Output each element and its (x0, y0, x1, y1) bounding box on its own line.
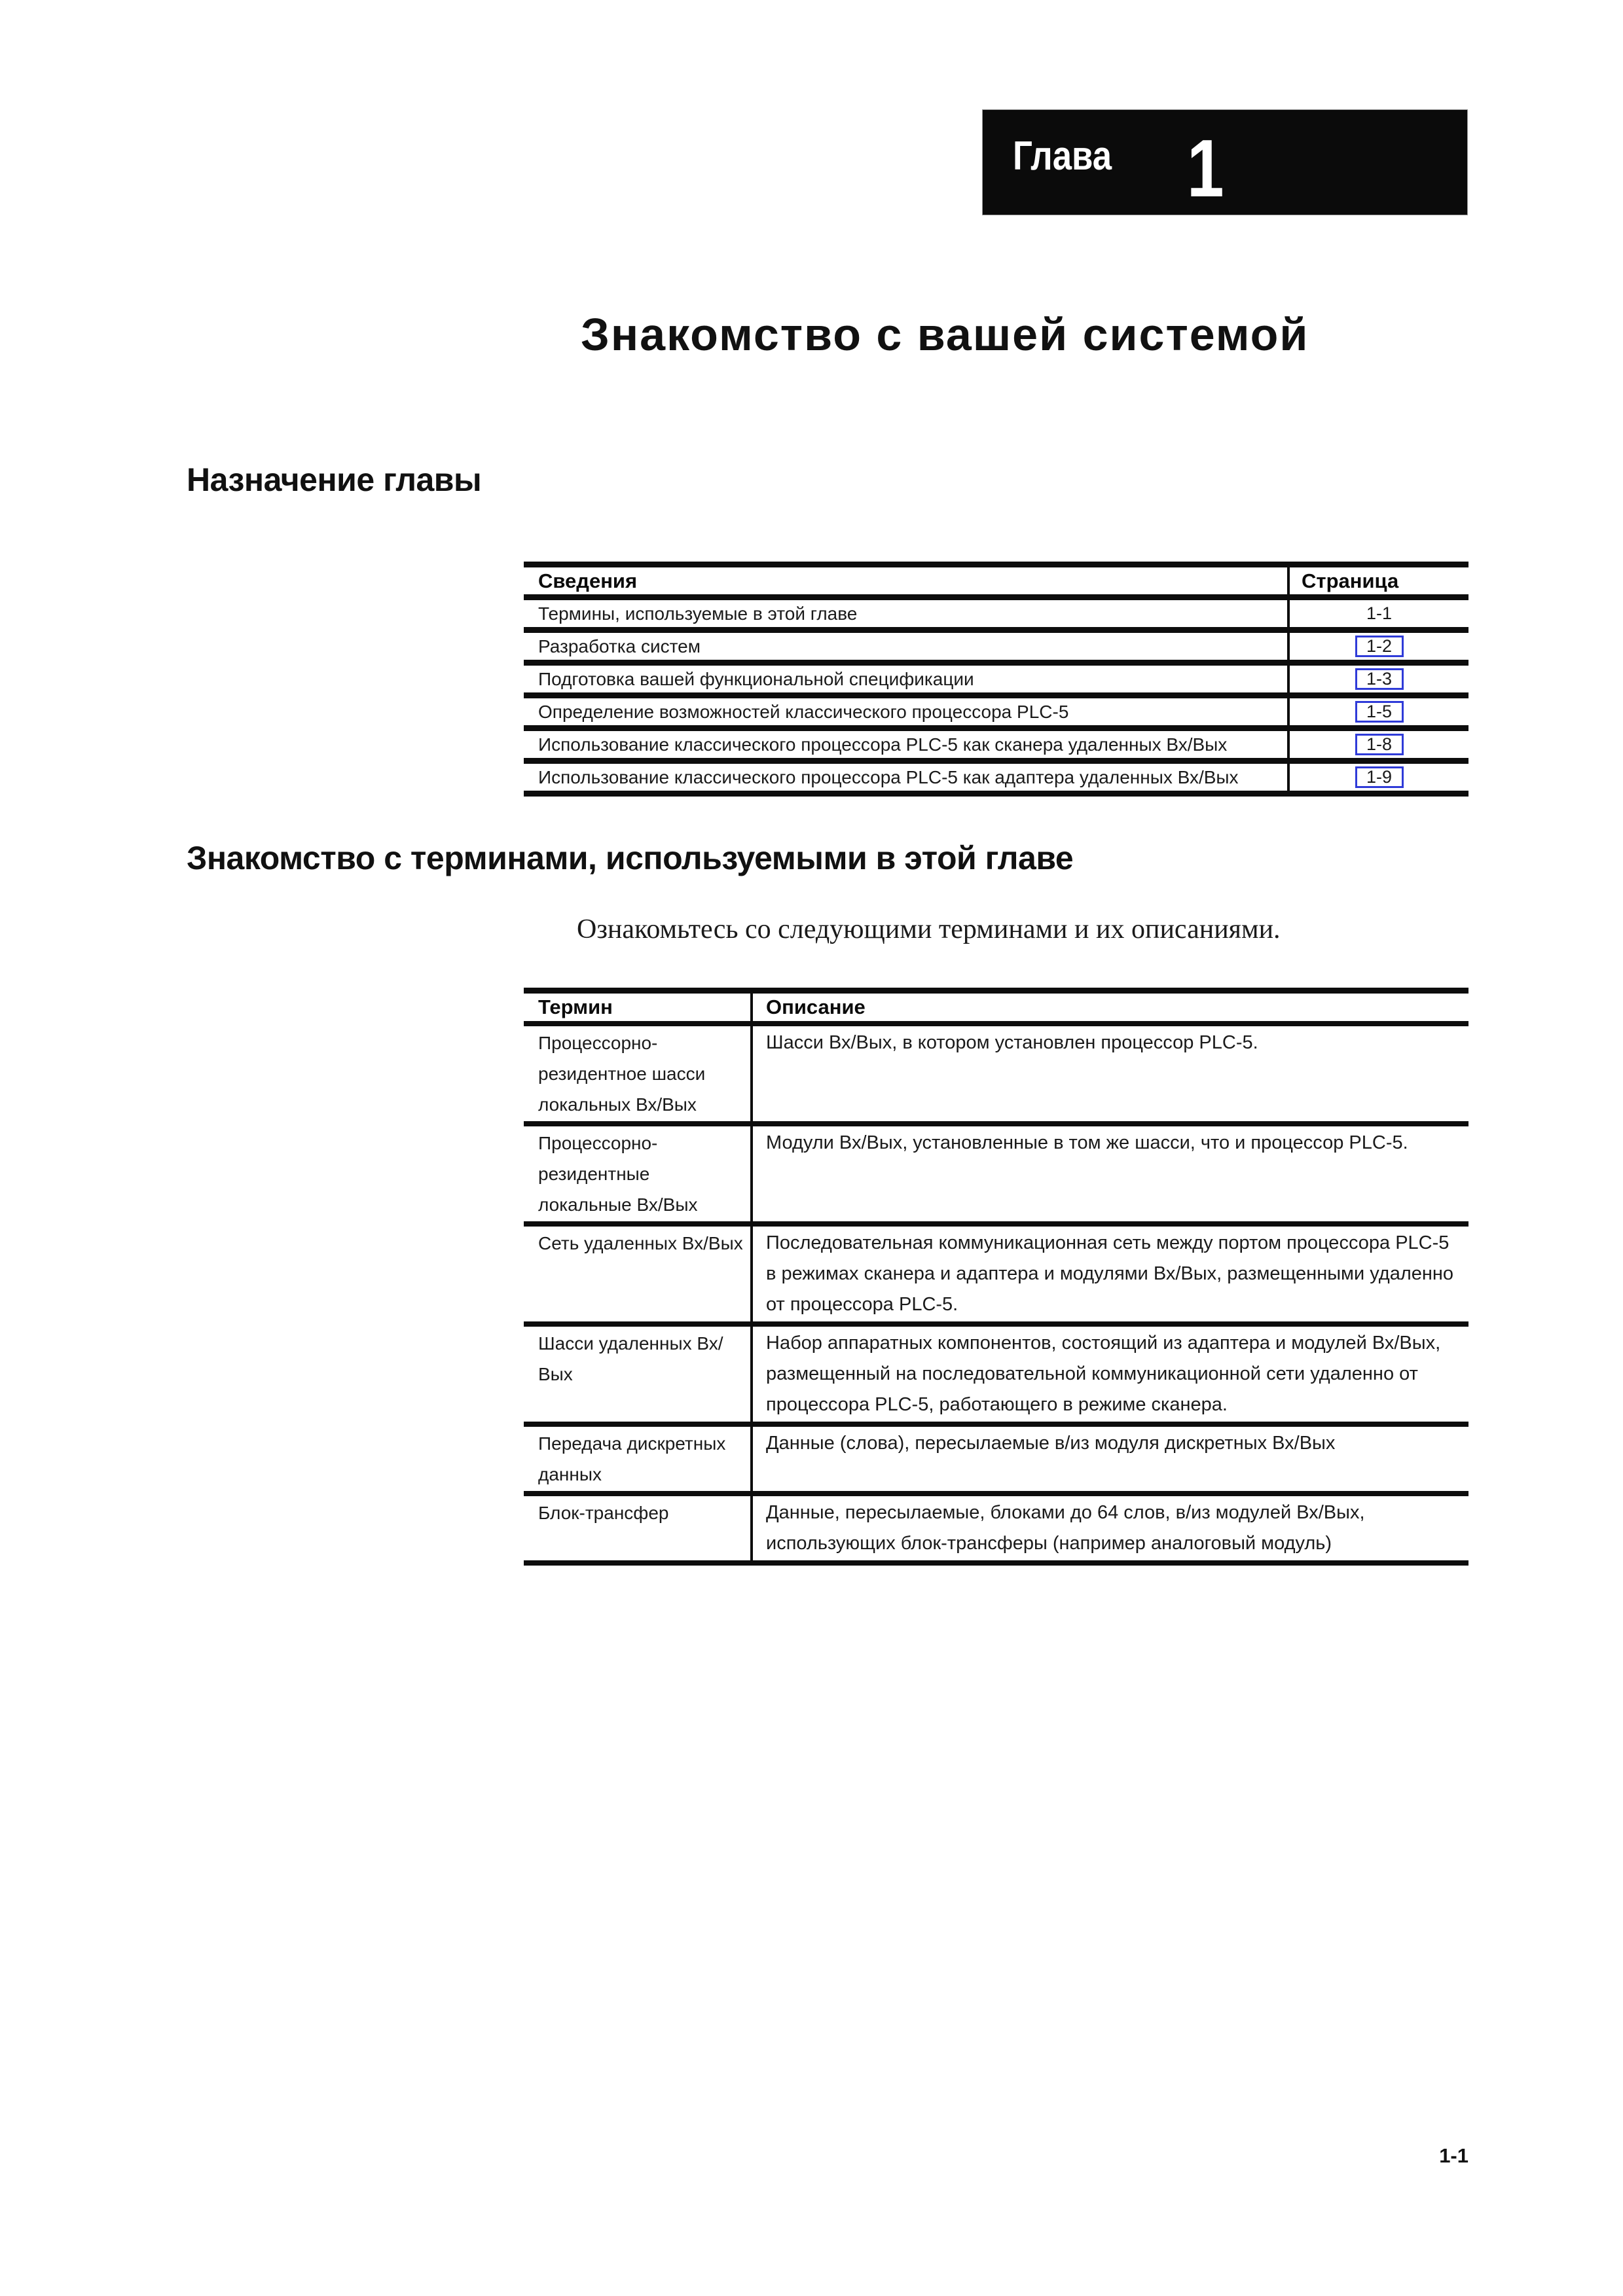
page-link[interactable]: 1-8 (1355, 734, 1404, 755)
section-heading-terms: Знакомство с терминами, используемыми в этой главе (187, 840, 1074, 876)
intro-text: Ознакомьтесь со следующими терминами и их описаниями. (577, 914, 1281, 944)
contents-page-cell (1287, 731, 1468, 758)
contents-topic-cell: Термины, используемые в этой главе (538, 603, 858, 624)
description-cell: Последовательная коммуникационная сеть между портом процессора PLC-5 в режимах сканера и адаптера и модулями Вх/Вых, размещенными удаленно от процессора PLC-5. (750, 1227, 1468, 1321)
terms-row (524, 1496, 1468, 1566)
contents-table-body (524, 600, 1468, 797)
contents-page-cell (1287, 698, 1468, 725)
contents-col-topic: Сведения (538, 569, 638, 592)
description-cell: Модули Вх/Вых, установленные в том же шасси, что и процессор PLC-5. (750, 1126, 1468, 1221)
terms-table-body (524, 1026, 1468, 1566)
contents-page-cell (1287, 633, 1468, 660)
contents-row (524, 698, 1468, 731)
section-heading-purpose: Назначение главы (187, 461, 482, 498)
description-cell: Набор аппаратных компонентов, состоящий из адаптера и модулей Вх/Вых, размещенный на последовательной коммуникационной сети удаленно от процессора PLC-5, работающего в режиме сканера. (750, 1327, 1468, 1422)
page-link[interactable]: 1-9 (1355, 766, 1404, 788)
terms-row (524, 1227, 1468, 1327)
contents-page-cell (1287, 666, 1468, 692)
terms-row (524, 1327, 1468, 1427)
term-cell: Процессорно-резидентные локальные Вх/Вых (538, 1133, 698, 1215)
chapter-label: Глава (1013, 134, 1112, 179)
term-cell: Шасси удаленных Вх/Вых (538, 1333, 723, 1384)
terms-row (524, 1026, 1468, 1126)
terms-row (524, 1427, 1468, 1496)
page-title: Знакомство с вашей системой (581, 309, 1309, 360)
term-cell: Блок-трансфер (538, 1503, 669, 1523)
contents-topic-cell: Использование классического процессора PLC-5 как сканера удаленных Вх/Вых (538, 734, 1228, 755)
page-link[interactable]: 1-5 (1355, 701, 1404, 723)
contents-header-row (524, 567, 1468, 600)
terms-header-row (524, 994, 1468, 1026)
description-cell: Данные, пересылаемые, блоками до 64 слов, в/из модулей Вх/Вых, использующих блок-трансферы (например аналоговый модуль) (750, 1496, 1468, 1560)
terms-col-description: Описание (750, 994, 1468, 1021)
terms-col-term: Термин (538, 996, 613, 1018)
contents-topic-cell: Подготовка вашей функциональной спецификации (538, 668, 974, 689)
contents-row (524, 633, 1468, 666)
terms-row (524, 1126, 1468, 1227)
page-ref: 1-1 (1366, 603, 1393, 623)
terms-table (524, 988, 1468, 1566)
term-cell: Сеть удаленных Вх/Вых (538, 1233, 743, 1253)
contents-table (524, 562, 1468, 797)
description-cell: Шасси Вх/Вых, в котором установлен процессор PLC-5. (750, 1026, 1468, 1121)
page-link[interactable]: 1-3 (1355, 668, 1404, 690)
contents-row (524, 600, 1468, 633)
contents-col-page: Страница (1287, 567, 1468, 594)
page-number: 1-1 (1439, 2144, 1468, 2167)
term-cell: Процессорно-резидентное шасси локальных Вх/Вых (538, 1033, 706, 1115)
description-cell: Данные (слова), пересылаемые в/из модуля дискретных Вх/Вых (750, 1427, 1468, 1491)
term-cell: Передача дискретных данных (538, 1433, 726, 1484)
contents-row (524, 731, 1468, 764)
contents-topic-cell: Разработка систем (538, 636, 701, 656)
chapter-number: 1 (1187, 124, 1224, 214)
contents-page-cell (1287, 600, 1468, 627)
chapter-banner (982, 109, 1468, 215)
contents-row (524, 764, 1468, 797)
contents-topic-cell: Использование классического процессора PLC-5 как адаптера удаленных Вх/Вых (538, 766, 1239, 787)
page-link[interactable]: 1-2 (1355, 636, 1404, 657)
contents-row (524, 666, 1468, 698)
contents-page-cell (1287, 764, 1468, 791)
contents-topic-cell: Определение возможностей классического процессора PLC-5 (538, 701, 1069, 722)
